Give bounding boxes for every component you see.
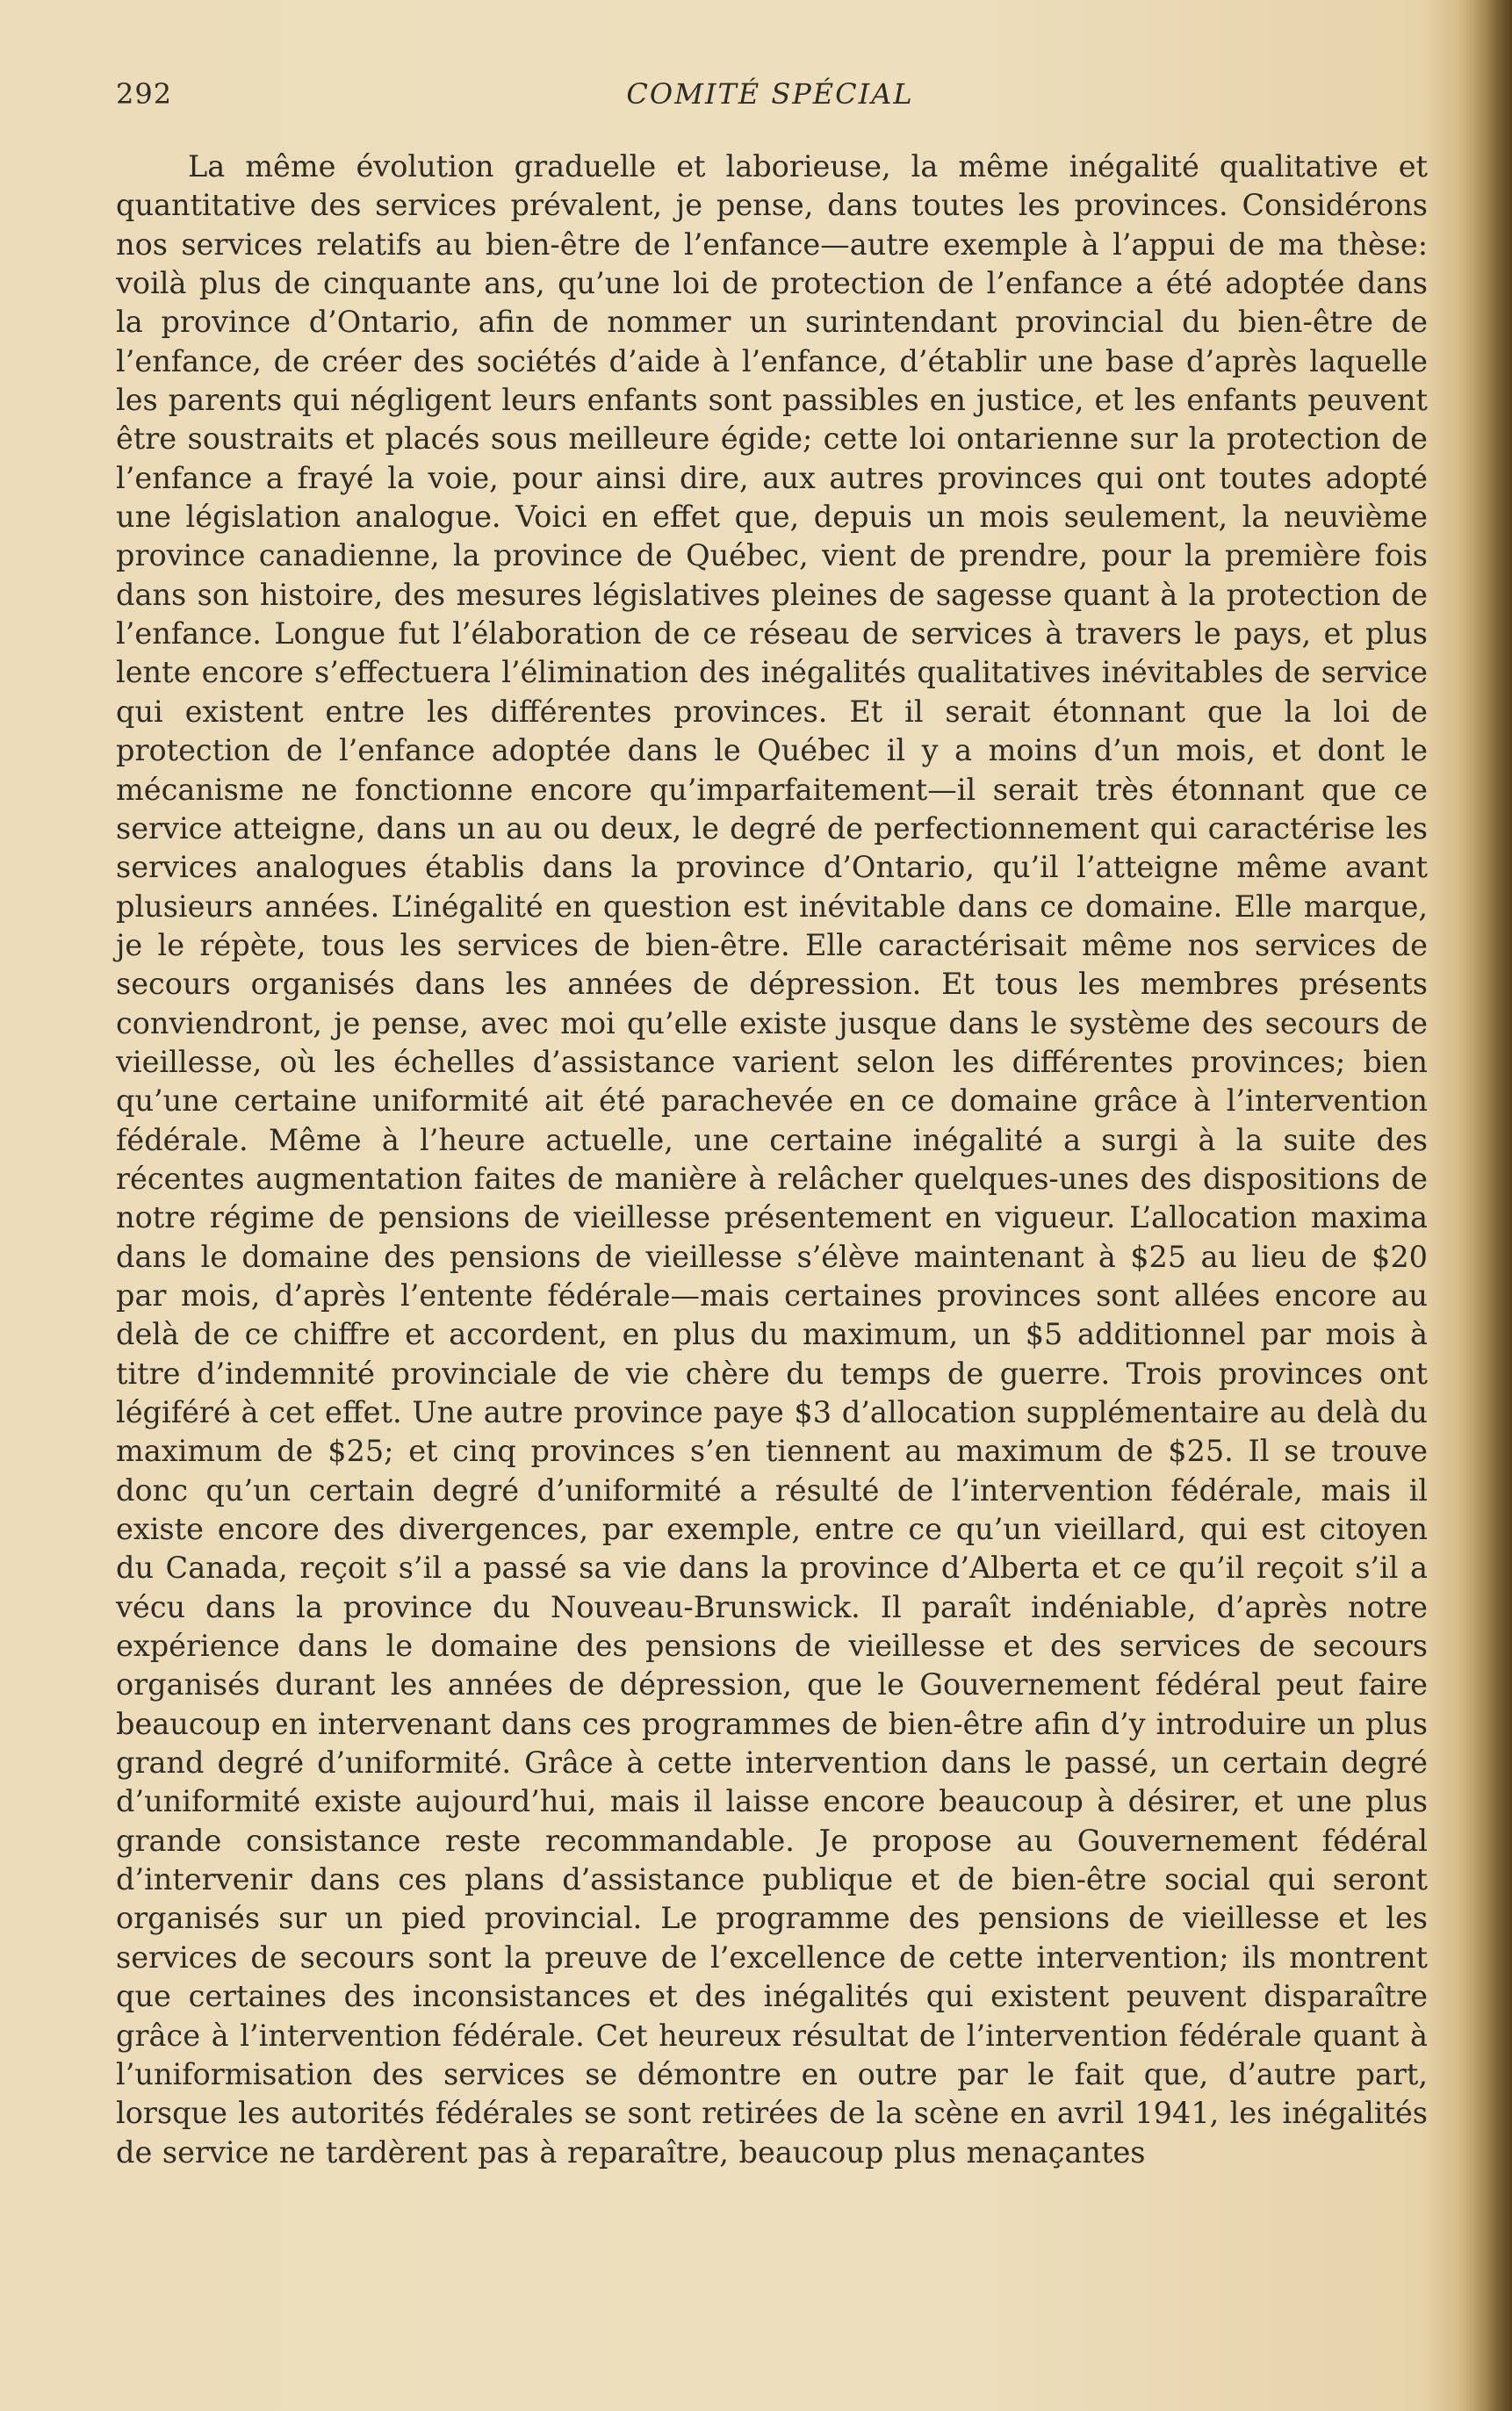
running-head: COMITÉ SPÉCIAL bbox=[626, 77, 914, 111]
page-number: 292 bbox=[116, 77, 173, 111]
body-text bbox=[116, 148, 1428, 2172]
paragraph: La même évolution graduelle et laborieuse, la même inégalité qualitative et quantitative des services prévalent, je pense, dans toutes les provinces. Considérons nos services relatifs au bien-être de l’enfance—autre exemple à l’appui de ma thèse: voilà plus de cinquante ans, qu’une loi de protection de l’enfance a été adoptée dans la province d’Ontario, afin de nommer un surintendant provincial du bien-être de l’enfance, de créer des sociétés d’aide à l’enfance, d’établir une base d’après laquelle les parents qui négligent leurs enfants sont passibles en justice, et les enfants peuvent être soustraits et placés sous meilleure égide; cette loi ontarienne sur la protection de l’enfance a frayé la voie, pour ainsi dire, aux autres provinces qui ont toutes adopté une législation analogue. Voici en effet que, depuis un mois seulement, la neuvième province canadienne, la province de Québec, vient de prendre, pour la première fois dans son histoire, des mesures législatives pleines de sagesse quant à la protection de l’enfance. Longue fut l’élaboration de ce réseau de services à travers le pays, et plus lente encore s’effectuera l’élimination des inégalités qualitatives inévitables de service qui existent entre les différentes provinces. Et il serait étonnant que la loi de protection de l’enfance adoptée dans le Québec il y a moins d’un mois, et dont le mécanisme ne fonctionne encore qu’imparfaitement—il serait très étonnant que ce service atteigne, dans un au ou deux, le degré de perfectionnement qui caractérise les services analogues établis dans la province d’Ontario, qu’il l’atteigne même avant plusieurs années. L’inégalité en question est inévitable dans ce domaine. Elle marque, je le répète, tous les services de bien-être. Elle caractérisait même nos services de secours organisés dans les années de dépression. Et tous les membres présents conviendront, je pense, avec moi qu’elle existe jusque dans le système des secours de vieillesse, où les échelles d’assistance varient selon les différentes provinces; bien qu’une certaine uniformité ait été parachevée en ce domaine grâce à l’intervention fédérale. Même à l’heure actuelle, une certaine inégalité a surgi à la suite des récentes augmentation faites de manière à relâcher quelques-unes des dispositions de notre régime de pensions de vieillesse présentement en vigueur. L’allocation maxima dans le domaine des pensions de vieillesse s’élève maintenant à $25 au lieu de $20 par mois, d’après l’entente fédérale—mais certaines provinces sont allées encore au delà de ce chiffre et accordent, en plus du maximum, un $5 additionnel par mois à titre d’indemnité provinciale de vie chère du temps de guerre. Trois provinces ont légiféré à cet effet. Une autre province paye $3 d’allocation supplémentaire au delà du maximum de $25; et cinq provinces s’en tiennent au maximum de $25. Il se trouve donc qu’un certain degré d’uniformité a résulté de l’intervention fédérale, mais il existe encore des divergences, par exemple, entre ce qu’un vieillard, qui est citoyen du Canada, reçoit s’il a passé sa vie dans la province d’Alberta et ce qu’il reçoit s’il a vécu dans la province du Nouveau-Brunswick. Il paraît indéniable, d’après notre expérience dans le domaine des pensions de vieillesse et des services de secours organisés durant les années de dépression, que le Gouvernement fédéral peut faire beaucoup en intervenant dans ces programmes de bien-être afin d’y introduire un plus grand degré d’uniformité. Grâce à cette intervention dans le passé, un certain degré d’uniformité existe aujourd’hui, mais il laisse encore beaucoup à désirer, et une plus grande consistance reste recommandable. Je propose au Gouvernement fédéral d’intervenir dans ces plans d’assistance publique et de bien-être social qui seront organisés sur un pied provincial. Le programme des pensions de vieillesse et les services de secours sont la preuve de l’excellence de cette intervention; ils montrent que certaines des inconsistances et des inégalités qui existent peuvent disparaître grâce à l’intervention fédérale. Cet heureux résultat de l’intervention fédérale quant à l’uniformisation des services se démontre en outre par le fait que, d’autre part, lorsque les autorités fédérales se sont retirées de la scène en avril 1941, les inégalités de service ne tardèrent pas à reparaître, beaucoup plus menaçantes bbox=[116, 149, 1428, 2170]
page-header bbox=[116, 77, 1424, 119]
page-edge-shadow bbox=[1459, 0, 1512, 2411]
